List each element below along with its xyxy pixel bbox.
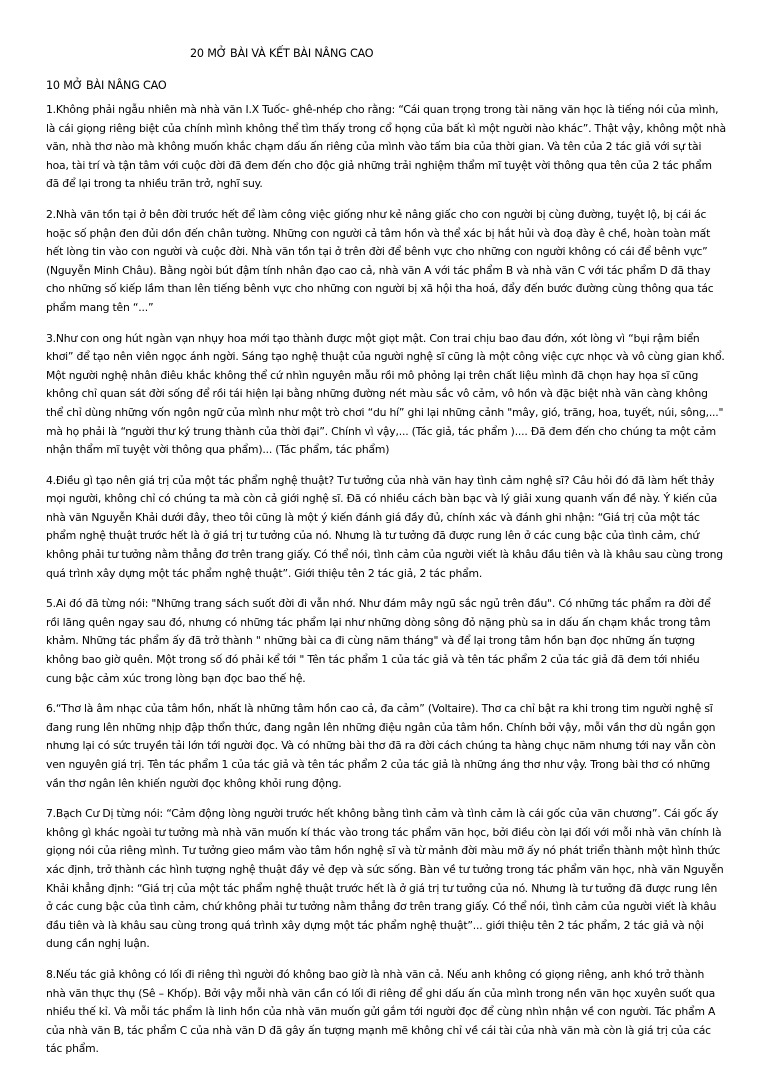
paragraph-1: 1.Không phải ngẫu nhiên mà nhà văn I.X Tuốc- ghê-nhép cho rằng: “Cái quan trọng trong tài năng văn học là tiếng nói của mình, là cái giọng riêng biệt của chính mình không thể tìm thấy trong cổ họng của bất kì một người nào khác”. Thật vậy, không một nhà văn, nhà thơ nào mà không muốn khắc chạm dấu ấn riêng của mình vào tấm bia của thời gian. Và tên của 2 tác giả với sự tài hoa, tài trí và tận tâm với cuộc đời đã đem đến cho độc giả những trải nghiệm thẩm mĩ tuyệt vời thông qua tên của 2 tác phẩm đã để lại trong ta nhiều trăn trở, nghĩ suy. [46, 103, 726, 191]
paragraph-4: 4.Điều gì tạo nên giá trị của một tác phẩm nghệ thuật? Tư tưởng của nhà văn hay tình cảm nghệ sĩ? Câu hỏi đó đã làm hết thảy mọi người, không chỉ có chúng ta mà còn cả giới nghệ sĩ. Đã có nhiều cách bàn bạc và lý giải xung quanh vấn đề này. Ý kiến của nhà văn Nguyễn Khải dưới đây, theo tôi cũng là một ý kiến đánh giá đầy đủ, chính xác và đánh ghi nhận: “Giá trị của một tác phẩm nghệ thuật trước hết là ở giá trị tư tưởng của nó. Nhưng là tư tưởng đã được rung lên ở các cung bậc của tình cảm, chứ không phải tư tưởng nằm thẳng đơ trên trang giấy. Có thể nói, tình cảm của người viết là khâu đầu tiên và là khâu sau cùng trong quá trình xây dựng một tác phẩm nghệ thuật”. Giới thiệu tên 2 tác giả, 2 tác phẩm. [46, 473, 723, 580]
paragraph-7: 7.Bạch Cư Dị từng nói: “Cảm động lòng người trước hết không bằng tình cảm và tình cảm là cái gốc của văn chương”. Cái gốc ấy không gì khác ngoài tư tưởng mà nhà văn muốn kí thác vào trong tác phẩm văn học, bởi điều còn lại đối với mỗi nhà văn chính là giọng nói của riêng mình. Tư tưởng gieo mầm vào tâm hồn nghệ sĩ và từ mảnh đời màu mỡ ấy nó phát triển thành một hình thức xác định, trở thành các hình tượng nghệ thuật đầy vẻ đẹp và sức sống. Bàn về tư tưởng trong tác phẩm văn học, nhà văn Nguyễn Khải khẳng định: “Giá trị của một tác phẩm nghệ thuật trước hết là ở giá trị tư tưởng của nó. Nhưng là tư tưởng đã được rung lên ở các cung bậc của tình cảm, chứ không phải tư tưởng nằm thẳng đơ trên trang giấy. Có thể nói, tình cảm của người viết là khâu đầu tiên và là khâu sau cùng trong quá trình xây dựng một tác phẩm nghệ thuật”... giới thiệu tên 2 tác phẩm, 2 tác giả và nội dung cần nghị luận. [46, 807, 724, 951]
paragraph-2: 2.Nhà văn tồn tại ở bên đời trước hết để làm công việc giống như kẻ nâng giấc cho con người bị cùng đường, tuyệt lộ, bị cái ác hoặc số phận đen đủi dồn đến chân tường. Những con người cả tâm hồn và thể xác bị hắt hủi và đoạ đày ê chề, hoàn toàn mất hết lòng tin vào con người và cuộc đời. Nhà văn tồn tại ở trên đời để bênh vực cho những con người không có cái để bênh vực” (Nguyễn Minh Châu). Bằng ngòi bút đậm tính nhân đạo cao cả, nhà văn A với tác phẩm B và nhà văn C với tác phẩm D đã thay cho những số kiếp lầm than lên tiếng bênh vực cho những con người bị xã hội tha hoá, đẩy đến bước đường cùng thông qua tác phẩm mang tên “...” [46, 207, 714, 314]
paragraph-6: 6.“Thơ là âm nhạc của tâm hồn, nhất là những tâm hồn cao cả, đa cảm” (Voltaire). Thơ ca chỉ bật ra khi trong tim người nghệ sĩ đang rung lên những nhịp đập thổn thức, đang ngân lên những điệu ngân của tâm hồn. Chính bởi vậy, mỗi vần thơ dù ngắn gọn nhưng lại có sức truyền tải lớn tới người đọc. Và có những bài thơ đã ra đời cách chúng ta hàng chục năm nhưng tới nay vẫn còn ven nguyên giá trị. Tên tác phẩm 1 của tác giả và tên tác phẩm 2 của tác giả là những áng thơ như vậy. Trong bài thơ có những vần thơ ngân lên khiến người đọc không khỏi rung động. [46, 702, 716, 790]
document-title: 20 MỞ BÀI VÀ KẾT BÀI NÂNG CAO [190, 47, 374, 60]
paragraph-3: 3.Như con ong hút ngàn vạn nhụy hoa mới tạo thành được một giọt mật. Con trai chịu bao đau đớn, xót lòng vì “bụi rậm biển khơi” để tạo nên viên ngọc ánh ngời. Sáng tạo nghệ thuật của người nghệ sĩ cũng là một công việc cực nhọc và vô cùng gian khổ. Một người nghệ nhân điêu khắc không thể cứ nhìn nguyên mẫu rồi mô phỏng lại trên chất liệu mình đã chọn hay họa sĩ cũng không chỉ quan sát đời sống để rồi tái hiện lại bằng những đường nét màu sắc vô cảm, vô hồn và đặc biệt nhà văn càng không thể chỉ dùng những vốn ngôn ngữ của mình như một trò chơi “du hí” ghi lại những cảnh "mây, gió, trăng, hoa, tuyết, núi, sông,..." mà họ phải là “người thư ký trung thành của thời đại”. Chính vì vậy,... (Tác giả, tác phẩm ).... Đã đem đến cho chúng ta một cảm nhận thẩm mĩ tuyệt vời thông qua phẩm)... (Tác phẩm, tác phẩm) [46, 331, 725, 457]
paragraph-8: 8.Nếu tác giả không có lối đi riêng thì người đó không bao giờ là nhà văn cả. Nếu anh không có giọng riêng, anh khó trở thành nhà văn thực thụ (Sê – Khốp). Bởi vậy mỗi nhà văn cần có lối đi riêng để ghi dấu ấn của mình trong nền văn học xuyên suốt qua nhiều thế kỉ. Và mỗi tác phẩm là linh hồn của nhà văn muốn gửi gắm tới người đọc để cùng nhìn nhận về con người. Tác phẩm A của nhà văn B, tác phẩm C của nhà văn D đã gây ấn tượng mạnh mẽ không chỉ về cái tài của nhà văn mà còn là giá trị của các tác phẩm. [46, 967, 716, 1056]
section-heading: 10 MỞ BÀI NÂNG CAO [46, 79, 167, 92]
paragraph-5: 5.Ai đó đã từng nói: "Những trang sách suốt đời đi vẫn nhớ. Như đám mây ngũ sắc ngủ trên đầu". Có những tác phẩm ra đời để rồi lãng quên ngay sau đó, nhưng có những tác phẩm lại như những dòng sông đỏ nặng phù sa in dấu ấn chạm khắc trong tâm khảm. Những tác phẩm ấy đã trở thành " những bài ca đi cùng năm tháng" và để lại trong tâm hồn bạn đọc những ấn tượng không bao giờ quên. Một trong số đó phải kể tới " Tên tác phẩm 1 của tác giả và tên tác phẩm 2 của tác giả đã đem tới nhiều cung bậc cảm xúc trong lòng bạn đọc bao thế hệ. [46, 597, 711, 685]
paragraph-list [46, 101, 726, 1071]
